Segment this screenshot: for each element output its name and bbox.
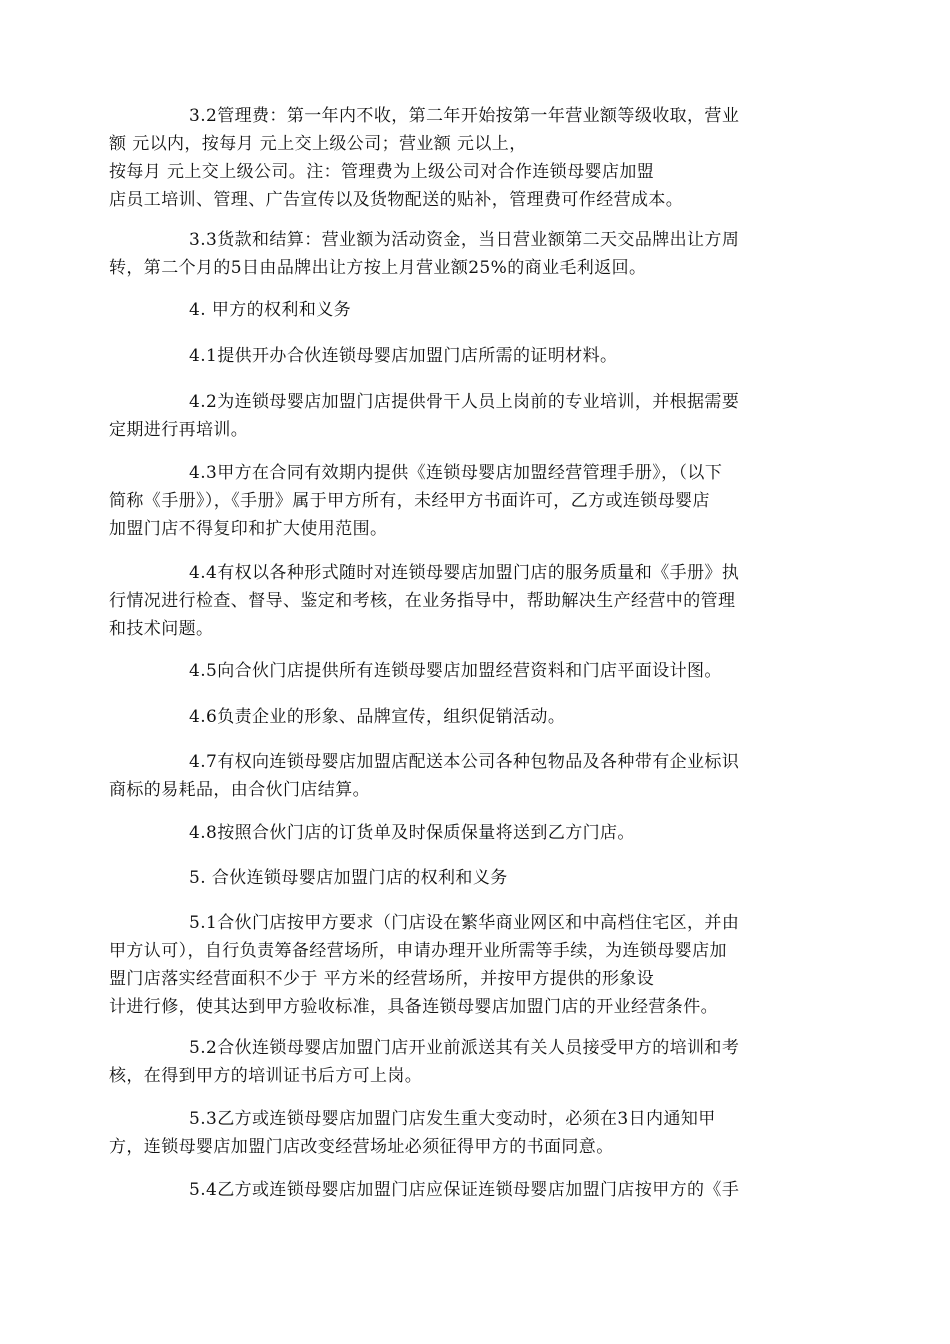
paragraph-line: 4.4有权以各种形式随时对连锁母婴店加盟门店的服务质量和《手册》执 bbox=[189, 563, 740, 583]
paragraph-line: 5.1合伙门店按甲方要求（门店设在繁华商业网区和中高档住宅区，并由 bbox=[189, 913, 740, 933]
paragraph-5-4 bbox=[109, 1176, 843, 1204]
paragraph-line: 商标的易耗品，由合伙门店结算。 bbox=[109, 780, 370, 800]
section-heading-line: 5. 合伙连锁母婴店加盟门店的权利和义务 bbox=[189, 868, 508, 888]
paragraph-4-2 bbox=[109, 388, 843, 444]
section-heading-5 bbox=[109, 864, 843, 892]
paragraph-line: 4.7有权向连锁母婴店加盟店配送本公司各种包物品及各种带有企业标识 bbox=[189, 752, 740, 772]
paragraph-line: 4.2为连锁母婴店加盟门店提供骨干人员上岗前的专业培训，并根据需要 bbox=[189, 392, 740, 412]
paragraph-line: 4.5向合伙门店提供所有连锁母婴店加盟经营资料和门店平面设计图。 bbox=[189, 661, 722, 681]
paragraph-line: 和技术问题。 bbox=[109, 619, 214, 639]
section-heading-line: 4. 甲方的权利和义务 bbox=[189, 300, 352, 320]
paragraph-3-3 bbox=[109, 226, 843, 282]
paragraph-line: 店员工培训、管理、广告宣传以及货物配送的贴补，管理费可作经营成本。 bbox=[109, 190, 684, 210]
paragraph-5-1 bbox=[109, 909, 843, 1021]
paragraph-line: 5.3乙方或连锁母婴店加盟门店发生重大变动时，必须在3日内通知甲 bbox=[189, 1109, 716, 1129]
paragraph-line: 甲方认可），自行负责筹备经营场所，申请办理开业所需等手续，为连锁母婴店加 bbox=[109, 941, 727, 961]
section-heading-4 bbox=[109, 296, 843, 324]
paragraph-line: 4.8按照合伙门店的订货单及时保质保量将送到乙方门店。 bbox=[189, 823, 635, 843]
paragraph-line: 4.1提供开办合伙连锁母婴店加盟门店所需的证明材料。 bbox=[189, 346, 618, 366]
paragraph-line: 4.6负责企业的形象、品牌宣传，组织促销活动。 bbox=[189, 707, 566, 727]
paragraph-4-4 bbox=[109, 559, 843, 643]
paragraph-line: 定期进行再培训。 bbox=[109, 420, 249, 440]
paragraph-line: 计进行修，使其达到甲方验收标准，具备连锁母婴店加盟门店的开业经营条件。 bbox=[109, 997, 718, 1017]
paragraph-line: 3.3货款和结算：营业额为活动资金，当日营业额第二天交品牌出让方周 bbox=[189, 230, 740, 250]
paragraph-4-6 bbox=[109, 703, 843, 731]
paragraph-line: 按每月 元上交上级公司。注：管理费为上级公司对合作连锁母婴店加盟 bbox=[109, 162, 655, 182]
paragraph-4-8 bbox=[109, 819, 843, 847]
paragraph-4-3 bbox=[109, 459, 843, 543]
paragraph-line: 加盟门店不得复印和扩大使用范围。 bbox=[109, 519, 388, 539]
paragraph-5-3 bbox=[109, 1105, 843, 1161]
paragraph-line: 5.2合伙连锁母婴店加盟门店开业前派送其有关人员接受甲方的培训和考 bbox=[189, 1038, 740, 1058]
paragraph-line: 4.3甲方在合同有效期内提供《连锁母婴店加盟经营管理手册》，（以下 bbox=[189, 463, 723, 483]
paragraph-4-5 bbox=[109, 657, 843, 685]
paragraph-line: 5.4乙方或连锁母婴店加盟门店应保证连锁母婴店加盟门店按甲方的《手 bbox=[189, 1180, 740, 1200]
paragraph-line: 核，在得到甲方的培训证书后方可上岗。 bbox=[109, 1066, 423, 1086]
paragraph-line: 行情况进行检查、督导、鉴定和考核，在业务指导中，帮助解决生产经营中的管理 bbox=[109, 591, 736, 611]
paragraph-line: 方，连锁母婴店加盟门店改变经营场址必须征得甲方的书面同意。 bbox=[109, 1137, 614, 1157]
paragraph-line: 转，第二个月的5日由品牌出让方按上月营业额25%的商业毛利返回。 bbox=[109, 258, 647, 278]
paragraph-line: 盟门店落实经营面积不少于 平方米的经营场所，并按甲方提供的形象设 bbox=[109, 969, 655, 989]
paragraph-line: 额 元以内，按每月 元上交上级公司；营业额 元以上， bbox=[109, 134, 527, 154]
paragraph-4-7 bbox=[109, 748, 843, 804]
paragraph-line: 简称《手册》），《手册》属于甲方所有，未经甲方书面许可，乙方或连锁母婴店 bbox=[109, 491, 710, 511]
paragraph-4-1 bbox=[109, 342, 843, 370]
paragraph-5-2 bbox=[109, 1034, 843, 1090]
paragraph-line: 3.2管理费：第一年内不收，第二年开始按第一年营业额等级收取，营业 bbox=[189, 106, 740, 126]
paragraph-3-2 bbox=[109, 102, 843, 214]
